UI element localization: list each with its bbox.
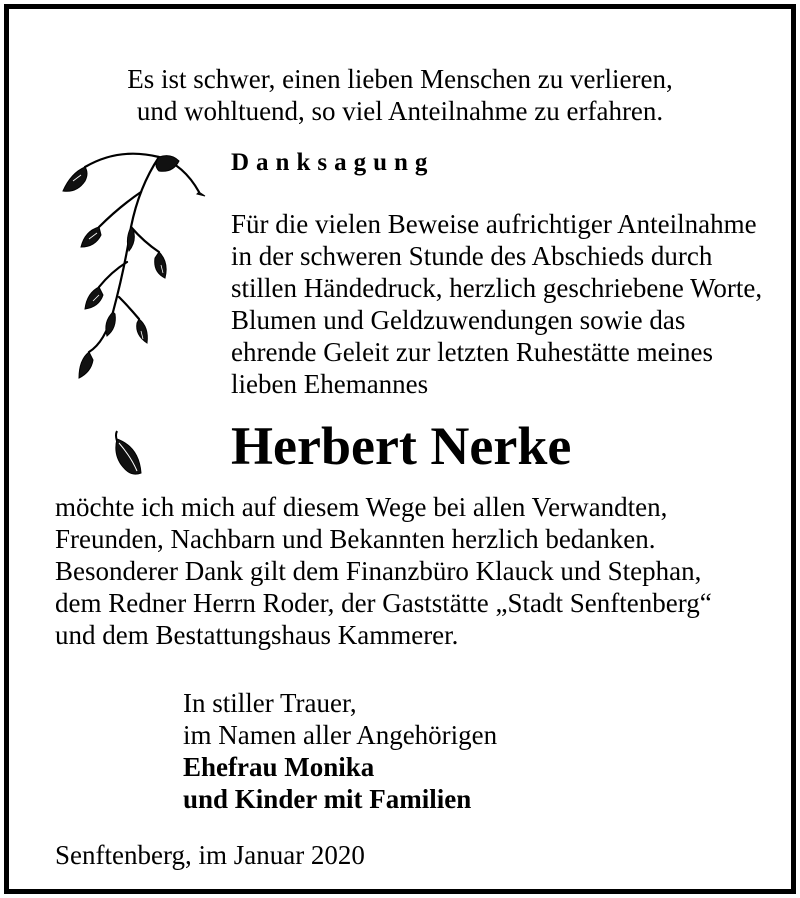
- intro-line: Blumen und Geldzuwendungen sowie das: [231, 305, 686, 335]
- body-line: dem Redner Herrn Roder, der Gaststätte „Stadt Senftenberg“: [55, 588, 712, 618]
- heading-danksagung: Danksagung: [231, 149, 435, 176]
- body-line: Besonderer Dank gilt dem Finanzbüro Klauck und Stephan,: [55, 556, 702, 586]
- deceased-name: Herbert Nerke: [231, 416, 572, 476]
- body-line: Freunden, Nachbarn und Bekannten herzlich bedanken.: [55, 524, 656, 554]
- body-text: [55, 491, 795, 651]
- signature-line-1: In stiller Trauer,: [183, 688, 357, 718]
- signature-line-2: im Namen aller Angehörigen: [183, 720, 498, 750]
- intro-line: lieben Ehemannes: [231, 369, 429, 399]
- intro-line: Für die vielen Beweise aufrichtiger Anteilnahme: [231, 209, 757, 239]
- intro-line: stillen Händedruck, herzlich geschriebene Worte,: [231, 273, 763, 303]
- obituary-notice: [4, 4, 796, 894]
- signature-name-2: und Kinder mit Familien: [183, 784, 472, 814]
- body-line: möchte ich mich auf diesem Wege bei allen Verwandten,: [55, 492, 668, 522]
- intro-line: in der schweren Stunde des Abschieds durch: [231, 241, 713, 271]
- intro-line: ehrende Geleit zur letzten Ruhestätte meines: [231, 337, 714, 367]
- motto: [9, 63, 791, 127]
- motto-line-2: und wohltuend, so viel Anteilnahme zu erfahren.: [136, 96, 664, 126]
- place-date: Senftenberg, im Januar 2020: [55, 840, 365, 870]
- signature-block: [183, 687, 497, 815]
- intro-text: [231, 208, 800, 400]
- body-line: und dem Bestattungshaus Kammerer.: [55, 620, 459, 650]
- signature-name-1: Ehefrau Monika: [183, 752, 375, 782]
- motto-line-1: Es ist schwer, einen lieben Menschen zu verlieren,: [127, 64, 673, 94]
- leafy-branch-icon: [49, 147, 209, 382]
- single-leaf-icon: [111, 427, 147, 485]
